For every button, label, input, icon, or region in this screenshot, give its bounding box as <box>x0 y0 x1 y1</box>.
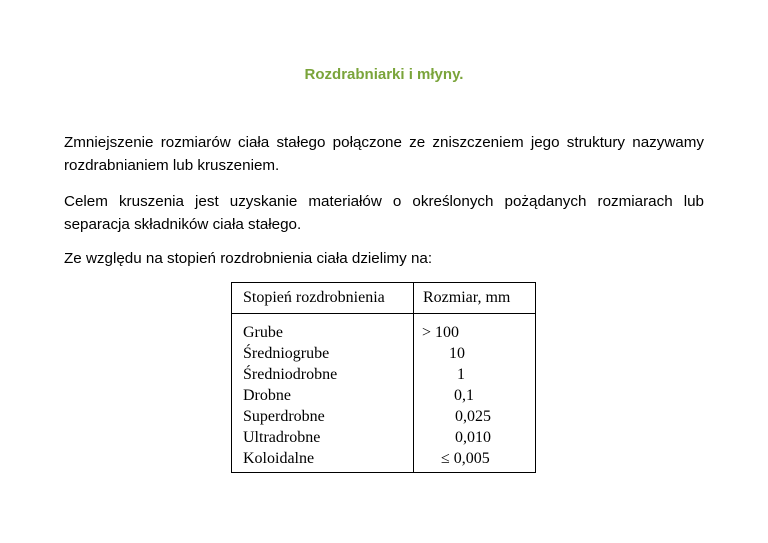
table-cell-size: > 100 <box>422 324 460 341</box>
table-column-size <box>422 322 502 469</box>
table-cell-size: 10 <box>449 345 465 362</box>
table-cell-degree: Średniogrube <box>243 345 330 362</box>
table-cell-size: 0,010 <box>455 429 491 446</box>
table-cell-degree: Drobne <box>243 387 291 404</box>
size-classification-table <box>231 282 536 473</box>
paragraph-classification-intro: Ze względu na stopień rozdrobnienia ciała dzielimy na: <box>64 250 433 267</box>
paragraph-purpose: Celem kruszenia jest uzyskanie materiałów o określonych pożądanych rozmiarach lub separacja składników ciała stałego. <box>64 193 704 233</box>
page-title: Rozdrabniarki i młyny. <box>304 66 464 83</box>
table-column-divider <box>413 283 414 472</box>
table-header-divider <box>232 313 535 314</box>
table-column-degree <box>243 322 337 469</box>
table-cell-degree: Ultradrobne <box>243 429 321 446</box>
table-cell-size: 1 <box>457 366 465 383</box>
table-header-size: Rozmiar, mm <box>423 289 511 306</box>
table-cell-size: 0,1 <box>454 387 474 404</box>
table-header-degree: Stopień rozdrobnienia <box>243 289 385 306</box>
table-cell-size: ≤ 0,005 <box>441 450 490 467</box>
table-cell-degree: Grube <box>243 324 283 341</box>
table-cell-degree: Koloidalne <box>243 450 315 467</box>
table-cell-degree: Średniodrobne <box>243 366 338 383</box>
table-cell-size: 0,025 <box>455 408 491 425</box>
paragraph-definition: Zmniejszenie rozmiarów ciała stałego połączone ze zniszczeniem jego struktury nazywamy rozdrabnianiem lub kruszeniem. <box>64 134 704 174</box>
table-cell-degree: Superdrobne <box>243 408 325 425</box>
